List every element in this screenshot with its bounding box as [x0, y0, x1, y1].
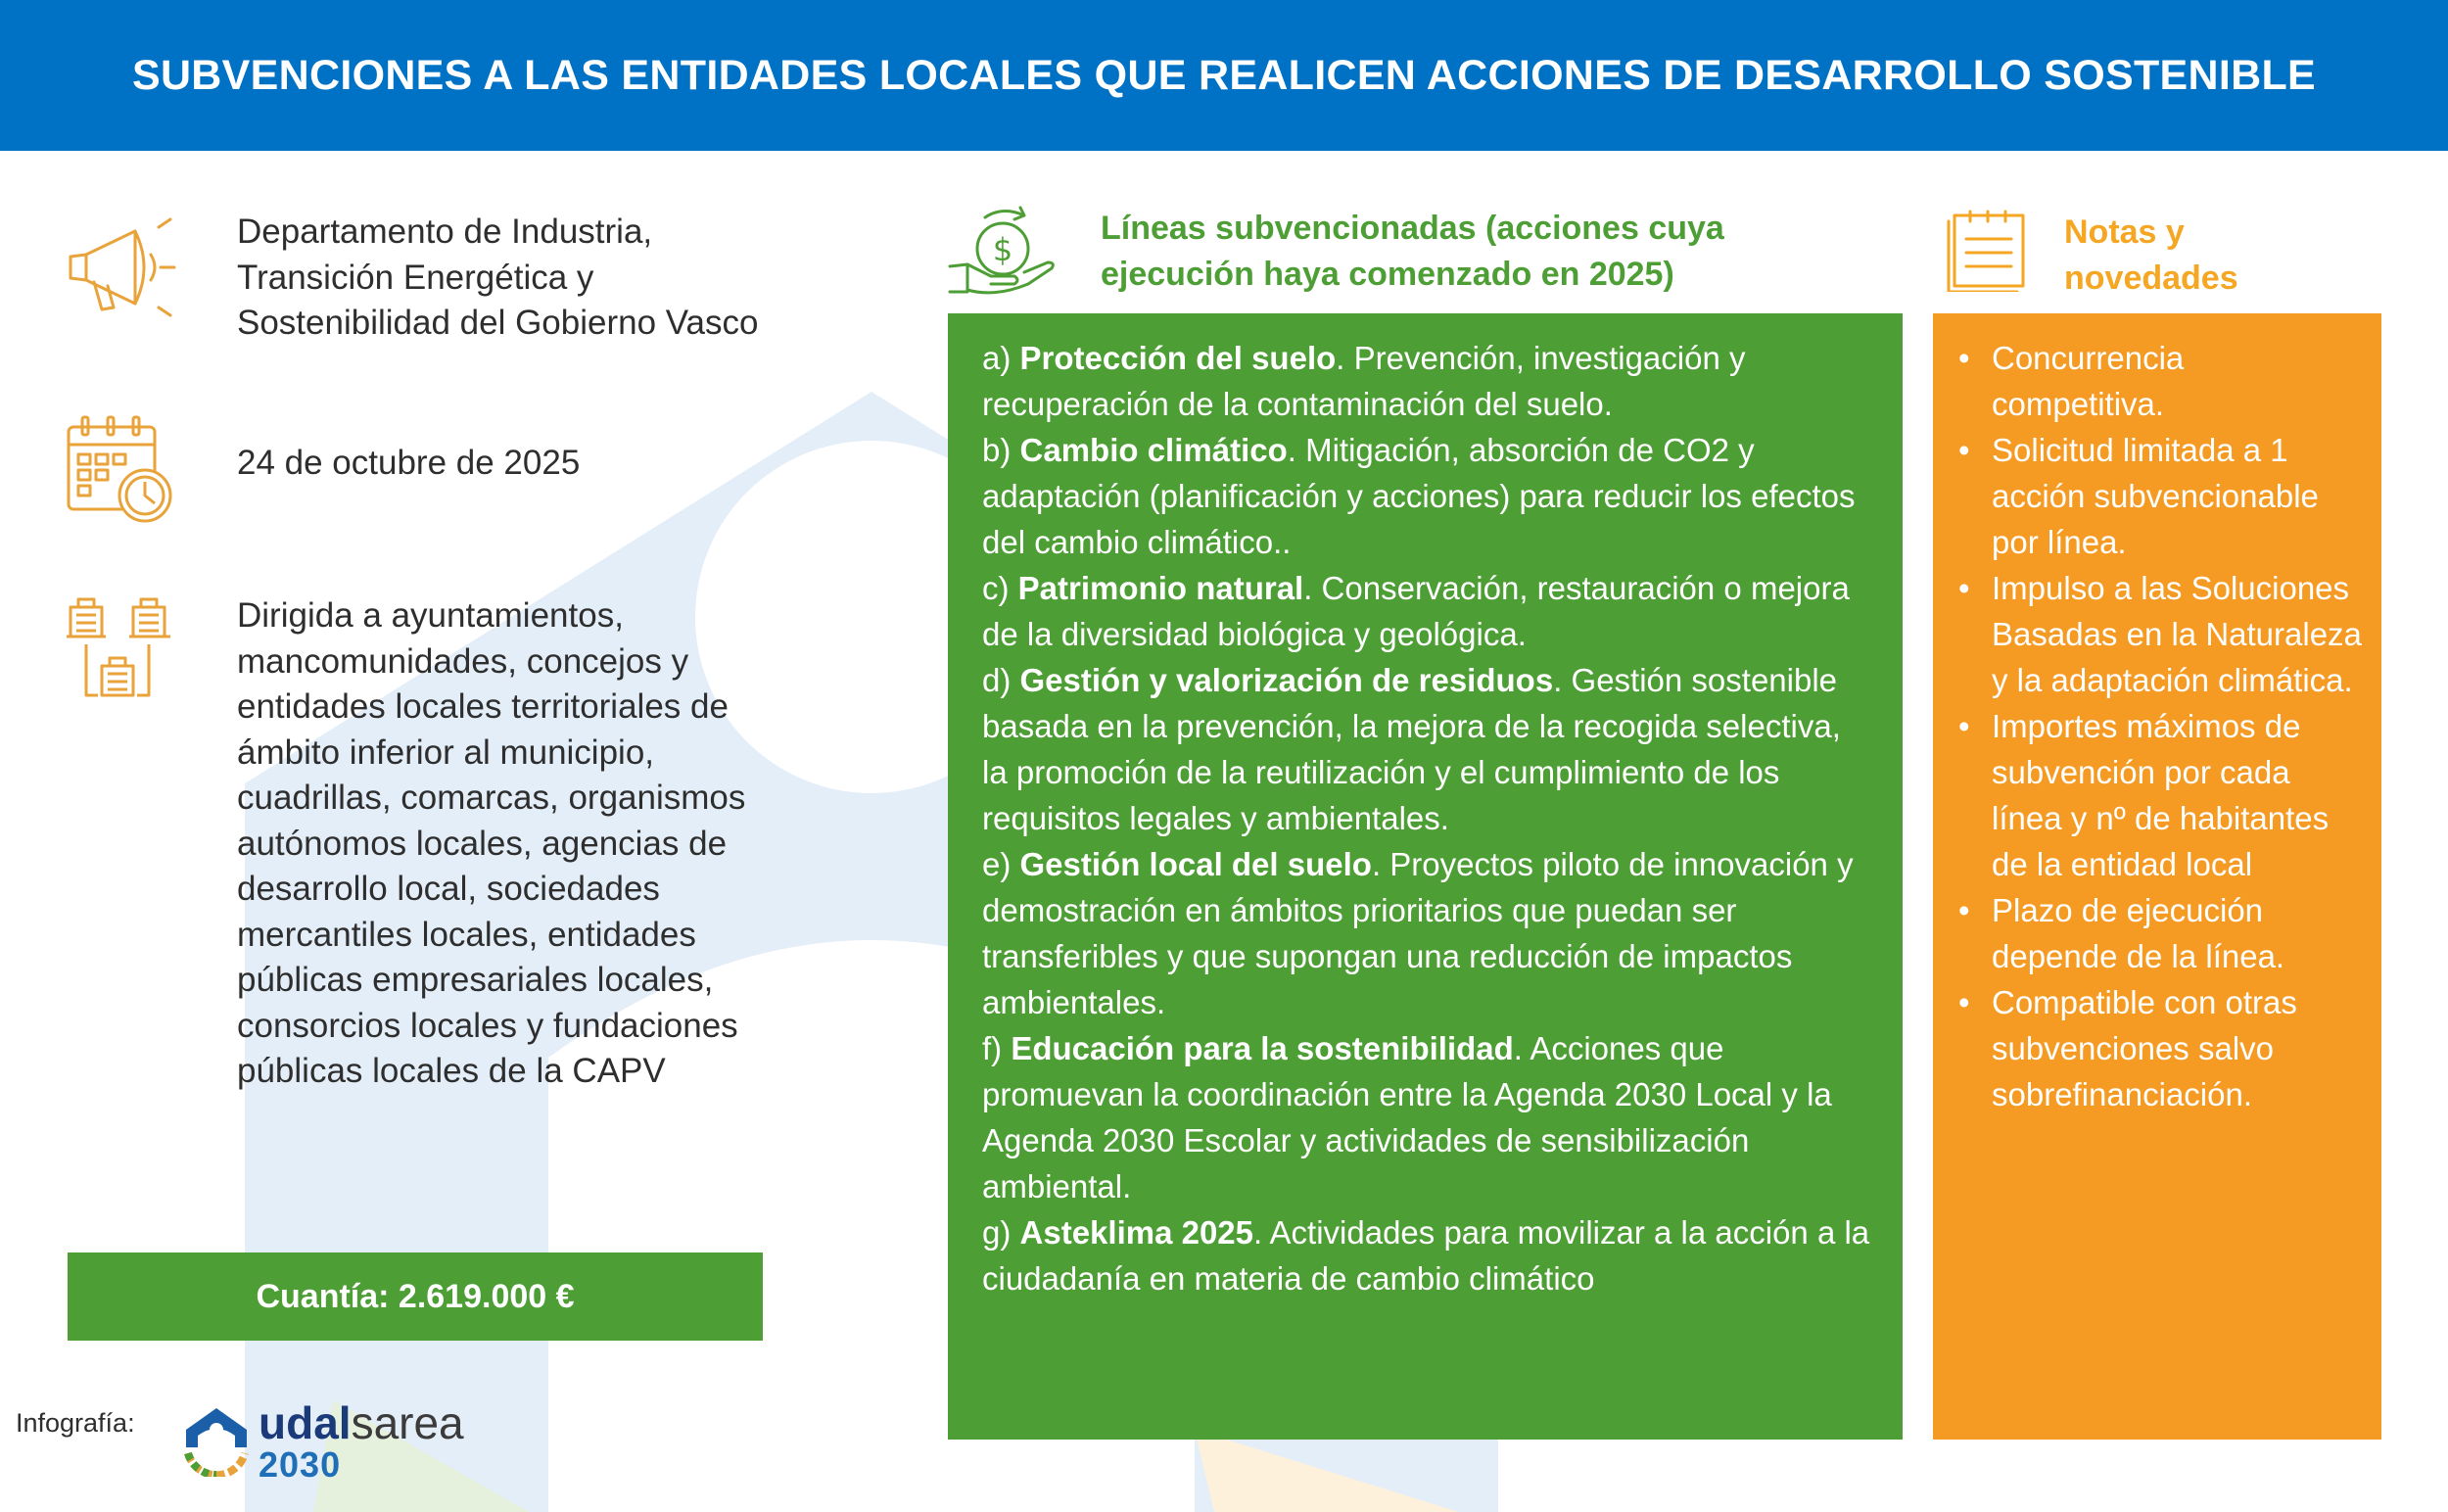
lines-heading: [946, 206, 1776, 298]
svg-text:$: $: [992, 231, 1013, 268]
header-banner: [0, 0, 2448, 151]
line-item-prefix: d): [982, 662, 1020, 698]
line-item: [982, 565, 1873, 657]
note-item: • Importes máximos de subvención por cada línea y nº de habitantes de la entidad local: [1953, 703, 2362, 887]
line-item-description: . Conservación, restauración o mejora de la diversidad biológica y geológica.: [982, 570, 1850, 652]
lines-panel: [948, 313, 1903, 1440]
recipients-row: [65, 593, 789, 1095]
buildings-icon: [65, 593, 176, 705]
line-item: [982, 1209, 1873, 1301]
line-item-prefix: b): [982, 432, 1020, 468]
line-item-description: . Prevención, investigación y recuperación de la contaminación del suelo.: [982, 340, 1746, 422]
line-item-name: Protección del suelo: [1019, 340, 1337, 376]
line-item-name: Gestión local del suelo: [1019, 846, 1372, 882]
line-item-description: . Mitigación, absorción de CO2 y adaptación (planificación y acciones) para reducir los efectos del cambio climático..: [982, 432, 1856, 560]
line-item-name: Gestión y valorización de residuos: [1019, 662, 1554, 698]
note-item: • Compatible con otras subvenciones salvo sobrefinanciación.: [1953, 979, 2362, 1117]
credit-label: Infografía:: [16, 1408, 135, 1438]
date-row: [65, 413, 789, 525]
calendar-clock-icon: [65, 413, 176, 525]
lines-title: Líneas subvencionadas (acciones cuya ejecución haya comenzado en 2025): [1101, 210, 1724, 293]
notes-title: Notas y novedades: [2064, 213, 2238, 297]
line-item: [982, 335, 1873, 427]
department-text: Departamento de Industria, Transición Energética y Sostenibilidad del Gobierno Vasco: [237, 213, 759, 342]
line-item-prefix: f): [982, 1030, 1012, 1066]
recipients-text: Dirigida a ayuntamientos, mancomunidades, concejos y entidades locales territoriales de ámbito inferior al municipio, cuadrillas, comarcas, organismos autónomos locales, agencias de desarrollo local, sociedades mercantiles locales, entidades públicas empresariales locales, consorcios locales y fundaciones públicas locales de la CAPV: [237, 596, 746, 1090]
line-item-description: . Proyectos piloto de innovación y demostración en ámbitos prioritarios que puedan ser transferibles y que supongan una reducción de impactos ambientales.: [982, 846, 1854, 1020]
notes-list: [1953, 335, 2362, 1117]
amount-badge: Cuantía: 2.619.000 €: [68, 1252, 763, 1341]
note-item: • Solicitud limitada a 1 acción subvencionable por línea.: [1953, 427, 2362, 565]
udalsarea-logo: [184, 1397, 464, 1485]
line-item-prefix: g): [982, 1214, 1020, 1251]
megaphone-icon: [65, 210, 176, 321]
line-item-name: Asteklima 2025: [1019, 1214, 1254, 1251]
line-item-prefix: c): [982, 570, 1018, 606]
line-item-prefix: e): [982, 846, 1020, 882]
note-item: • Concurrencia competitiva.: [1953, 335, 2362, 427]
page-title: SUBVENCIONES A LAS ENTIDADES LOCALES QUE REALICEN ACCIONES DE DESARROLLO SOSTENIBLE: [131, 51, 2317, 99]
notes-heading: [1945, 210, 2299, 302]
logo-year: 2030: [259, 1444, 342, 1485]
line-item: [982, 657, 1873, 841]
department-row: [65, 210, 789, 347]
line-item: [982, 427, 1873, 565]
logo-word-sarea: sarea: [351, 1397, 464, 1448]
line-item-name: Patrimonio natural: [1017, 570, 1304, 606]
line-item-description: . Gestión sostenible basada en la prevención, la mejora de la recogida selectiva, la promoción de la reutilización y el cumplimiento de los requisitos legales y ambientales.: [982, 662, 1841, 836]
money-hand-icon: [946, 206, 1058, 298]
date-text: 24 de octubre de 2025: [237, 444, 581, 482]
line-item-description: . Acciones que promuevan la coordinación entre la Agenda 2030 Local y la Agenda 2030 Escolar y actividades de sensibilización ambiental.: [982, 1030, 1832, 1205]
logo-word-udal: udal: [259, 1397, 352, 1448]
notepad-icon: [1945, 210, 2033, 292]
line-item-description: . Actividades para movilizar a la acción a la ciudadanía en materia de cambio climático: [982, 1214, 1870, 1297]
note-item: • Impulso a las Soluciones Basadas en la Naturaleza y la adaptación climática.: [1953, 565, 2362, 703]
line-item-prefix: a): [982, 340, 1020, 376]
udalsarea-logo-icon: [184, 1406, 249, 1477]
line-item: [982, 1025, 1873, 1209]
line-item-name: Educación para la sostenibilidad: [1011, 1030, 1514, 1066]
notes-panel: [1933, 313, 2381, 1440]
line-item-name: Cambio climático: [1019, 432, 1288, 468]
note-item: • Plazo de ejecución depende de la línea.: [1953, 887, 2362, 979]
line-item: [982, 841, 1873, 1025]
